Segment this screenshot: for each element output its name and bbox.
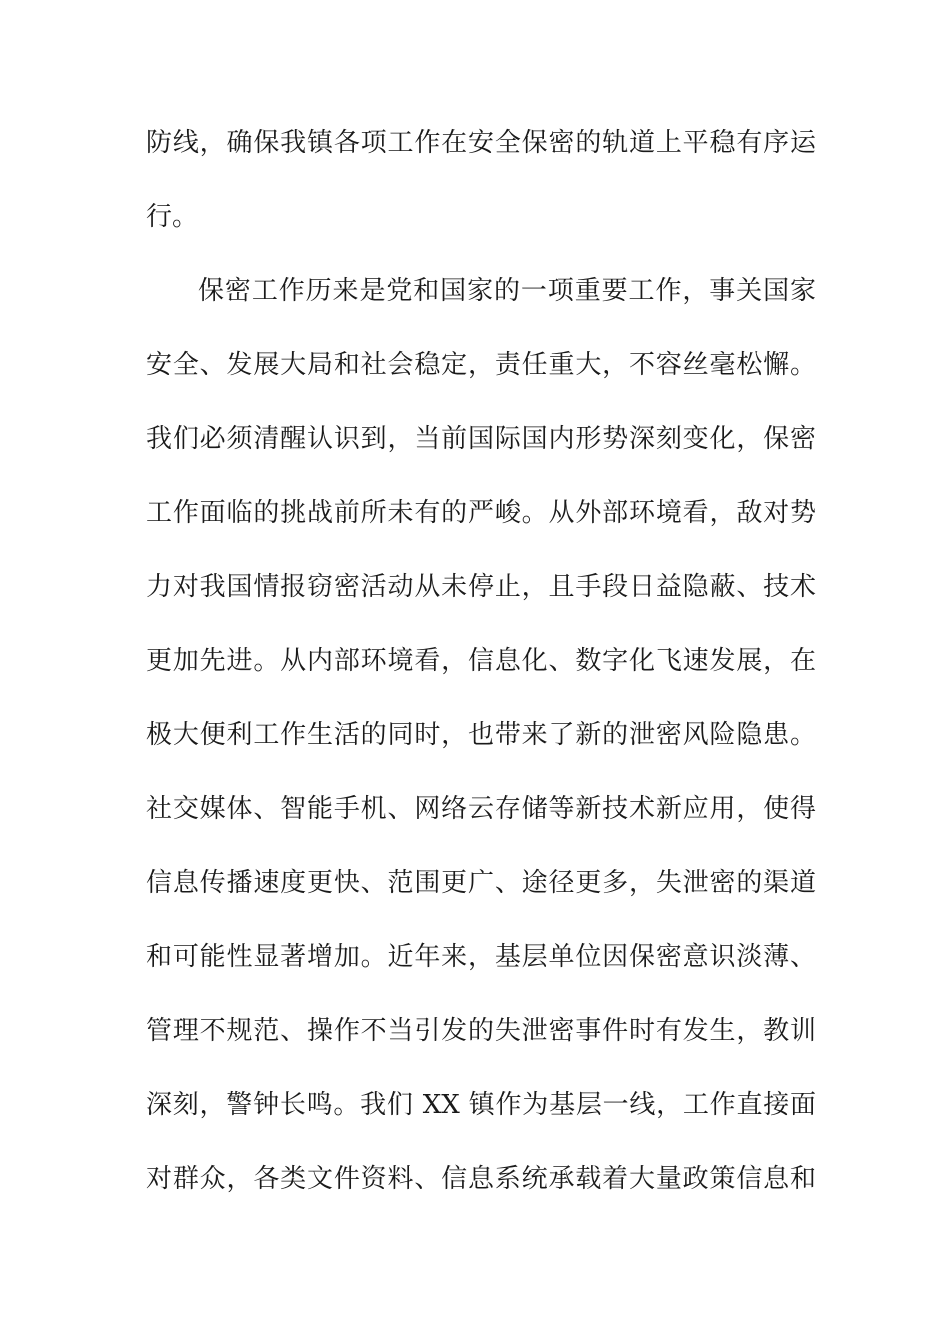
text-line-5: 我们必须清醒认识到，当前国际国内形势深刻变化，保密 [146, 424, 816, 454]
text-line-10: 社交媒体、智能手机、网络云存储等新技术新应用，使得 [146, 794, 816, 824]
text-line-15: 对群众，各类文件资料、信息系统承载着大量政策信息和 [146, 1164, 816, 1194]
text-line-7: 力对我国情报窃密活动从未停止，且手段日益隐蔽、技术 [146, 572, 816, 602]
text-line-2: 行。 [146, 202, 199, 232]
text-line-8: 更加先进。从内部环境看，信息化、数字化飞速发展，在 [146, 646, 816, 676]
text-line-14: 深刻，警钟长鸣。我们 XX 镇作为基层一线，工作直接面 [146, 1090, 816, 1120]
text-line-11: 信息传播速度更快、范围更广、途径更多，失泄密的渠道 [146, 868, 816, 898]
paragraph-start-line: 保密工作历来是党和国家的一项重要工作，事关国家 [198, 276, 816, 306]
text-line-9: 极大便利工作生活的同时，也带来了新的泄密风险隐患。 [146, 720, 816, 750]
text-line-12: 和可能性显著增加。近年来，基层单位因保密意识淡薄、 [146, 942, 816, 972]
text-line-13: 管理不规范、操作不当引发的失泄密事件时有发生，教训 [146, 1016, 816, 1046]
text-line-4: 安全、发展大局和社会稳定，责任重大，不容丝毫松懈。 [146, 350, 816, 380]
text-line-1: 防线，确保我镇各项工作在安全保密的轨道上平稳有序运 [146, 128, 816, 158]
text-line-6: 工作面临的挑战前所未有的严峻。从外部环境看，敌对势 [146, 498, 816, 528]
